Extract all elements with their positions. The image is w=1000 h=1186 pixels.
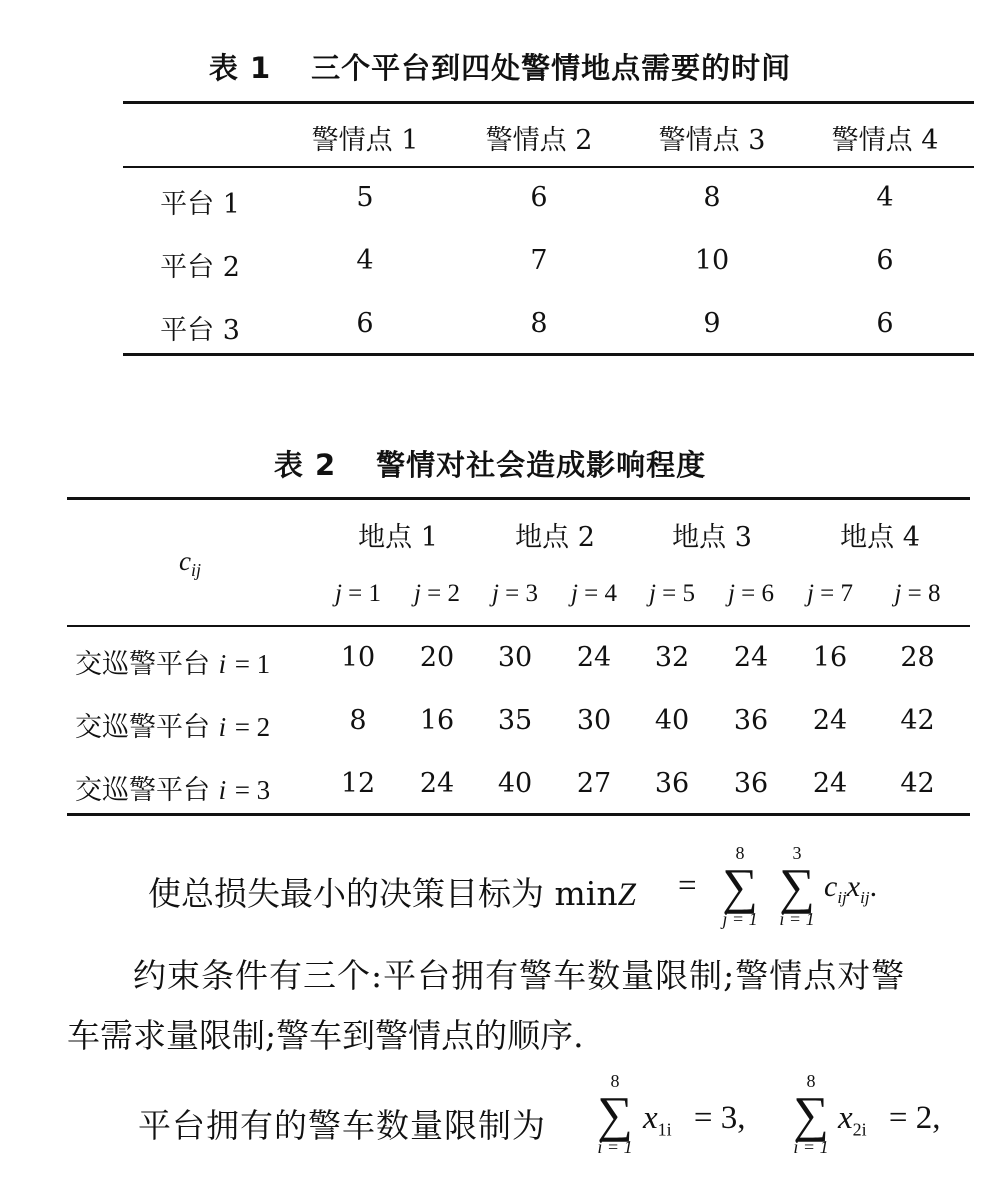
table2-group-header: 地点 3 bbox=[672, 522, 752, 553]
i-var: i bbox=[218, 649, 227, 679]
table2-group-header: 地点 2 bbox=[515, 522, 595, 553]
table2-cell: 10 bbox=[340, 642, 376, 673]
table2-corner bbox=[140, 546, 240, 582]
sigma-icon: ∑ bbox=[793, 1086, 829, 1142]
objective-text bbox=[148, 868, 636, 915]
table1-cell: 9 bbox=[703, 308, 721, 339]
j-value: = 8 bbox=[907, 580, 941, 607]
table2-cell: 32 bbox=[654, 642, 690, 673]
table1-caption bbox=[0, 46, 1000, 87]
objective-prefix: 使总损失最小的决策目标为 min bbox=[148, 874, 618, 913]
table2-cell: 36 bbox=[654, 768, 690, 799]
term-period: . bbox=[869, 870, 878, 903]
sigma-icon: ∑ bbox=[779, 858, 815, 914]
objective-var: Z bbox=[617, 877, 636, 913]
j-var: j bbox=[648, 580, 656, 607]
sum-i bbox=[772, 843, 822, 929]
table2-sub-header bbox=[554, 580, 634, 608]
table2-cell: 35 bbox=[497, 705, 533, 736]
table2-sub-header bbox=[397, 580, 477, 608]
table1-cell: 7 bbox=[530, 245, 548, 276]
table2-cell: 28 bbox=[900, 642, 935, 673]
table2-caption bbox=[0, 443, 990, 484]
c2-rhs: = 2, bbox=[888, 1100, 941, 1136]
table2-number: 表 2 bbox=[273, 448, 337, 482]
sum-i-upper: 3 bbox=[792, 843, 802, 863]
term-c: c bbox=[824, 870, 838, 903]
table2-cell: 24 bbox=[419, 768, 455, 799]
j-value: = 1 bbox=[348, 580, 382, 607]
j-var: j bbox=[806, 580, 814, 607]
j-var: j bbox=[491, 580, 499, 607]
table1-cell: 6 bbox=[530, 182, 548, 213]
sum-j bbox=[715, 843, 765, 929]
j-value: = 4 bbox=[584, 580, 618, 607]
term-x: x bbox=[846, 870, 861, 903]
table1-cell: 10 bbox=[694, 245, 730, 276]
table2-cell: 40 bbox=[497, 768, 533, 799]
vehicle-limit-text: 平台拥有的警车数量限制为 bbox=[138, 1106, 546, 1145]
j-value: = 7 bbox=[820, 580, 854, 607]
table2-cell: 27 bbox=[576, 768, 612, 799]
j-var: j bbox=[413, 580, 421, 607]
table1-row-label: 平台 1 bbox=[160, 189, 240, 220]
sum-c2 bbox=[786, 1071, 836, 1157]
table2-row-label bbox=[75, 705, 270, 744]
table2-cell: 16 bbox=[419, 705, 455, 736]
sum-i-lower: i = 1 bbox=[779, 909, 815, 929]
row-index: = 2 bbox=[234, 712, 271, 742]
table2-header-rule bbox=[67, 625, 970, 627]
table1-cell: 6 bbox=[356, 308, 374, 339]
sum-c1 bbox=[590, 1071, 640, 1157]
table1-col-header: 警情点 4 bbox=[831, 125, 939, 156]
sum-j-lower: j = 1 bbox=[722, 909, 758, 929]
table1-top-rule bbox=[123, 101, 974, 104]
table1-cell: 4 bbox=[876, 182, 894, 213]
table1-cell: 8 bbox=[530, 308, 548, 339]
sum-c1-lower: i = 1 bbox=[597, 1137, 633, 1157]
constraints-intro-line1: 约束条件有三个:平台拥有警车数量限制;警情点对警 bbox=[133, 956, 906, 995]
sum-j-upper: 8 bbox=[735, 843, 745, 863]
table2-cell: 36 bbox=[733, 768, 769, 799]
table2-cell: 40 bbox=[654, 705, 690, 736]
sum-c2-lower: i = 1 bbox=[793, 1137, 829, 1157]
j-var: j bbox=[894, 580, 902, 607]
table1-cell: 6 bbox=[876, 245, 894, 276]
table1-row-label: 平台 3 bbox=[160, 315, 240, 346]
table1-row-label: 平台 2 bbox=[160, 252, 240, 283]
table2-sub-header bbox=[632, 580, 712, 608]
table2-sub-header bbox=[790, 580, 870, 608]
table2-cell: 30 bbox=[497, 642, 533, 673]
table2-sub-header bbox=[875, 580, 960, 608]
c2-var: x bbox=[838, 1100, 853, 1136]
table2-cell: 24 bbox=[733, 642, 769, 673]
table2-top-rule bbox=[67, 497, 970, 500]
j-value: = 5 bbox=[662, 580, 696, 607]
table1-col-header: 警情点 3 bbox=[658, 125, 766, 156]
table2-group-header: 地点 1 bbox=[358, 522, 438, 553]
table2-cell: 36 bbox=[733, 705, 769, 736]
table2-cell: 24 bbox=[576, 642, 612, 673]
table2-corner-sub: ij bbox=[190, 560, 201, 581]
j-var: j bbox=[570, 580, 578, 607]
sigma-icon: ∑ bbox=[597, 1086, 633, 1142]
row-prefix: 交巡警平台 bbox=[75, 712, 210, 743]
table2-cell: 12 bbox=[340, 768, 376, 799]
table1-col-header: 警情点 2 bbox=[485, 125, 593, 156]
j-var: j bbox=[727, 580, 735, 607]
table2-cell: 30 bbox=[576, 705, 612, 736]
table1-cell: 8 bbox=[703, 182, 721, 213]
table2-group-header: 地点 4 bbox=[840, 522, 920, 553]
table2-cell: 42 bbox=[900, 768, 935, 799]
row-index: = 3 bbox=[234, 775, 271, 805]
table1-cell: 5 bbox=[356, 182, 374, 213]
term-x-sub: ij bbox=[860, 888, 870, 907]
objective-term bbox=[824, 870, 877, 908]
table1-cell: 6 bbox=[876, 308, 894, 339]
row-index: = 1 bbox=[234, 649, 271, 679]
table2-sub-header bbox=[711, 580, 791, 608]
table2-sub-header bbox=[318, 580, 398, 608]
constraints-intro-line2: 车需求量限制;警车到警情点的顺序. bbox=[67, 1016, 584, 1055]
c2-sub: 2i bbox=[852, 1119, 867, 1140]
objective-eq: = bbox=[678, 868, 697, 904]
table2-title: 警情对社会造成影响程度 bbox=[376, 448, 707, 482]
constraint-1 bbox=[643, 1100, 746, 1141]
c1-rhs: = 3, bbox=[693, 1100, 746, 1136]
table2-cell: 20 bbox=[419, 642, 455, 673]
table1-col-header: 警情点 1 bbox=[311, 125, 419, 156]
c1-sub: 1i bbox=[657, 1119, 672, 1140]
sum-c1-upper: 8 bbox=[610, 1071, 620, 1091]
j-value: = 2 bbox=[427, 580, 461, 607]
table1-bottom-rule bbox=[123, 353, 974, 356]
c1-var: x bbox=[643, 1100, 658, 1136]
table1-title: 三个平台到四处警情地点需要的时间 bbox=[311, 51, 792, 85]
table2-row-label bbox=[75, 642, 270, 681]
term-c-sub: ij bbox=[837, 888, 847, 907]
table2-cell: 42 bbox=[900, 705, 935, 736]
j-var: j bbox=[334, 580, 342, 607]
table1-header-rule bbox=[123, 166, 974, 168]
table2-corner-var: c bbox=[179, 546, 191, 576]
table2-cell: 24 bbox=[812, 768, 848, 799]
table2-cell: 24 bbox=[812, 705, 848, 736]
row-prefix: 交巡警平台 bbox=[75, 775, 210, 806]
i-var: i bbox=[218, 712, 227, 742]
j-value: = 3 bbox=[505, 580, 539, 607]
row-prefix: 交巡警平台 bbox=[75, 649, 210, 680]
table2-cell: 16 bbox=[812, 642, 848, 673]
table1-cell: 4 bbox=[356, 245, 374, 276]
table2-bottom-rule bbox=[67, 813, 970, 816]
table1-number: 表 1 bbox=[208, 51, 272, 85]
j-value: = 6 bbox=[741, 580, 775, 607]
i-var: i bbox=[218, 775, 227, 805]
sum-c2-upper: 8 bbox=[806, 1071, 816, 1091]
sigma-icon: ∑ bbox=[722, 858, 758, 914]
constraint-2 bbox=[838, 1100, 941, 1141]
table2-sub-header bbox=[475, 580, 555, 608]
table2-cell: 8 bbox=[349, 705, 367, 736]
table2-row-label bbox=[75, 768, 270, 807]
